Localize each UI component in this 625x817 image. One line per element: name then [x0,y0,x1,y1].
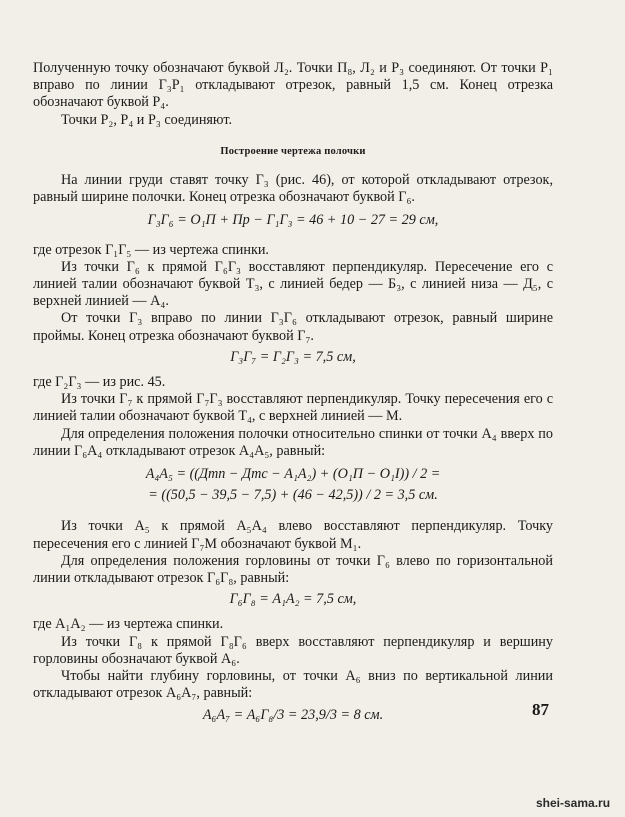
paragraph-11: Для определения положения горловины от точки Г₆ влево по горизонтальной линии откладывают отрезок Г₆Г₈, равный: [33,552,553,587]
page-text [33,60,553,732]
formula-6: А₆А₇ = А₆Г₈/3 = 23,9/3 = 8 см. [202,706,384,723]
section-heading: Построение чертежа полочки [220,145,366,157]
paragraph-9: Для определения положения полочки относительно спинки от точки А₄ вверх по линии Г₆А₄ откладывают отрезок А₄А₅, равный: [33,425,553,459]
paragraph-4: где отрезок Г₁Г₅ — из чертежа спинки. [33,241,269,258]
paragraph-2: Точки Р₂, Р₄ и Р₃ соединяют. [61,111,233,128]
formula-4: = ((50,5 − 39,5 − 7,5) + (46 − 42,5)) / 2 = 3,5 см. [148,487,438,504]
paragraph-13: Из точки Г₈ к прямой Г₈Г₆ вверх восставляют перпендикуляр и вершину горловины обозначают буквой А₆. [33,633,553,667]
paragraph-8: Из точки Г₇ к прямой Г₇Г₃ восставляют перпендикуляр. Точку пересечения его с линией талии обозначают буквой Т₄, с верхней линией — М. [33,391,553,425]
paragraph-6: От точки Г₃ вправо по линии Г₃Г₆ откладывают отрезок, равный ширине проймы. Конец отрезка обозначают буквой Г₇. [33,310,553,344]
paragraph-7: где Г₂Г₃ — из рис. 45. [33,374,166,391]
paragraph-14: Чтобы найти глубину горловины, от точки А₆ вниз по вертикальной линии откладывают отрезок А₆А₇, равный: [33,668,553,702]
paragraph-10: Из точки А₅ к прямой А₅А₄ влево восставляют перпендикуляр. Точку пересечения его с линией Г₇М обозначают буквой М₁. [33,518,553,552]
paragraph-1: Полученную точку обозначают буквой Л₂. Точки П₈, Л₂ и Р₃ соединяют. От точки Р₁ вправо по линии Г₃Р₁ откладывают отрезок, равный 1,5 см. Конец отрезка обозначают буквой Р₄. [33,60,553,111]
formula-3: А₄А₅ = ((Дтп − Дтс − А₁А₂) + (О₁П − О₁І)) / 2 = [145,466,441,483]
formula-2: Г₃Г₇ = Г₂Г₃ = 7,5 см, [230,348,356,365]
paragraph-5: Из точки Г₆ к прямой Г₆Г₃ восставляют перпендикуляр. Пересечение его с линией талии обозначают буквой Т₃, с линией бедер — Б₃, с линией низа — Д₅, с верхней линией — А₄. [33,258,553,310]
page-number: 87 [532,700,549,719]
paragraph-12: где А₁А₂ — из чертежа спинки. [33,616,224,633]
site-watermark: shei-sama.ru [536,796,611,810]
formula-5: Г₆Г₈ = А₁А₂ = 7,5 см, [229,591,357,608]
formula-1: Г₃Г₆ = О₁П + Пр − Г₁Г₃ = 46 + 10 − 27 = 29 см, [147,212,439,229]
paragraph-3: На линии груди ставят точку Г₃ (рис. 46), от которой откладывают отрезок, равный ширине полочки. Конец отрезка обозначают буквой Г₆. [33,172,553,206]
